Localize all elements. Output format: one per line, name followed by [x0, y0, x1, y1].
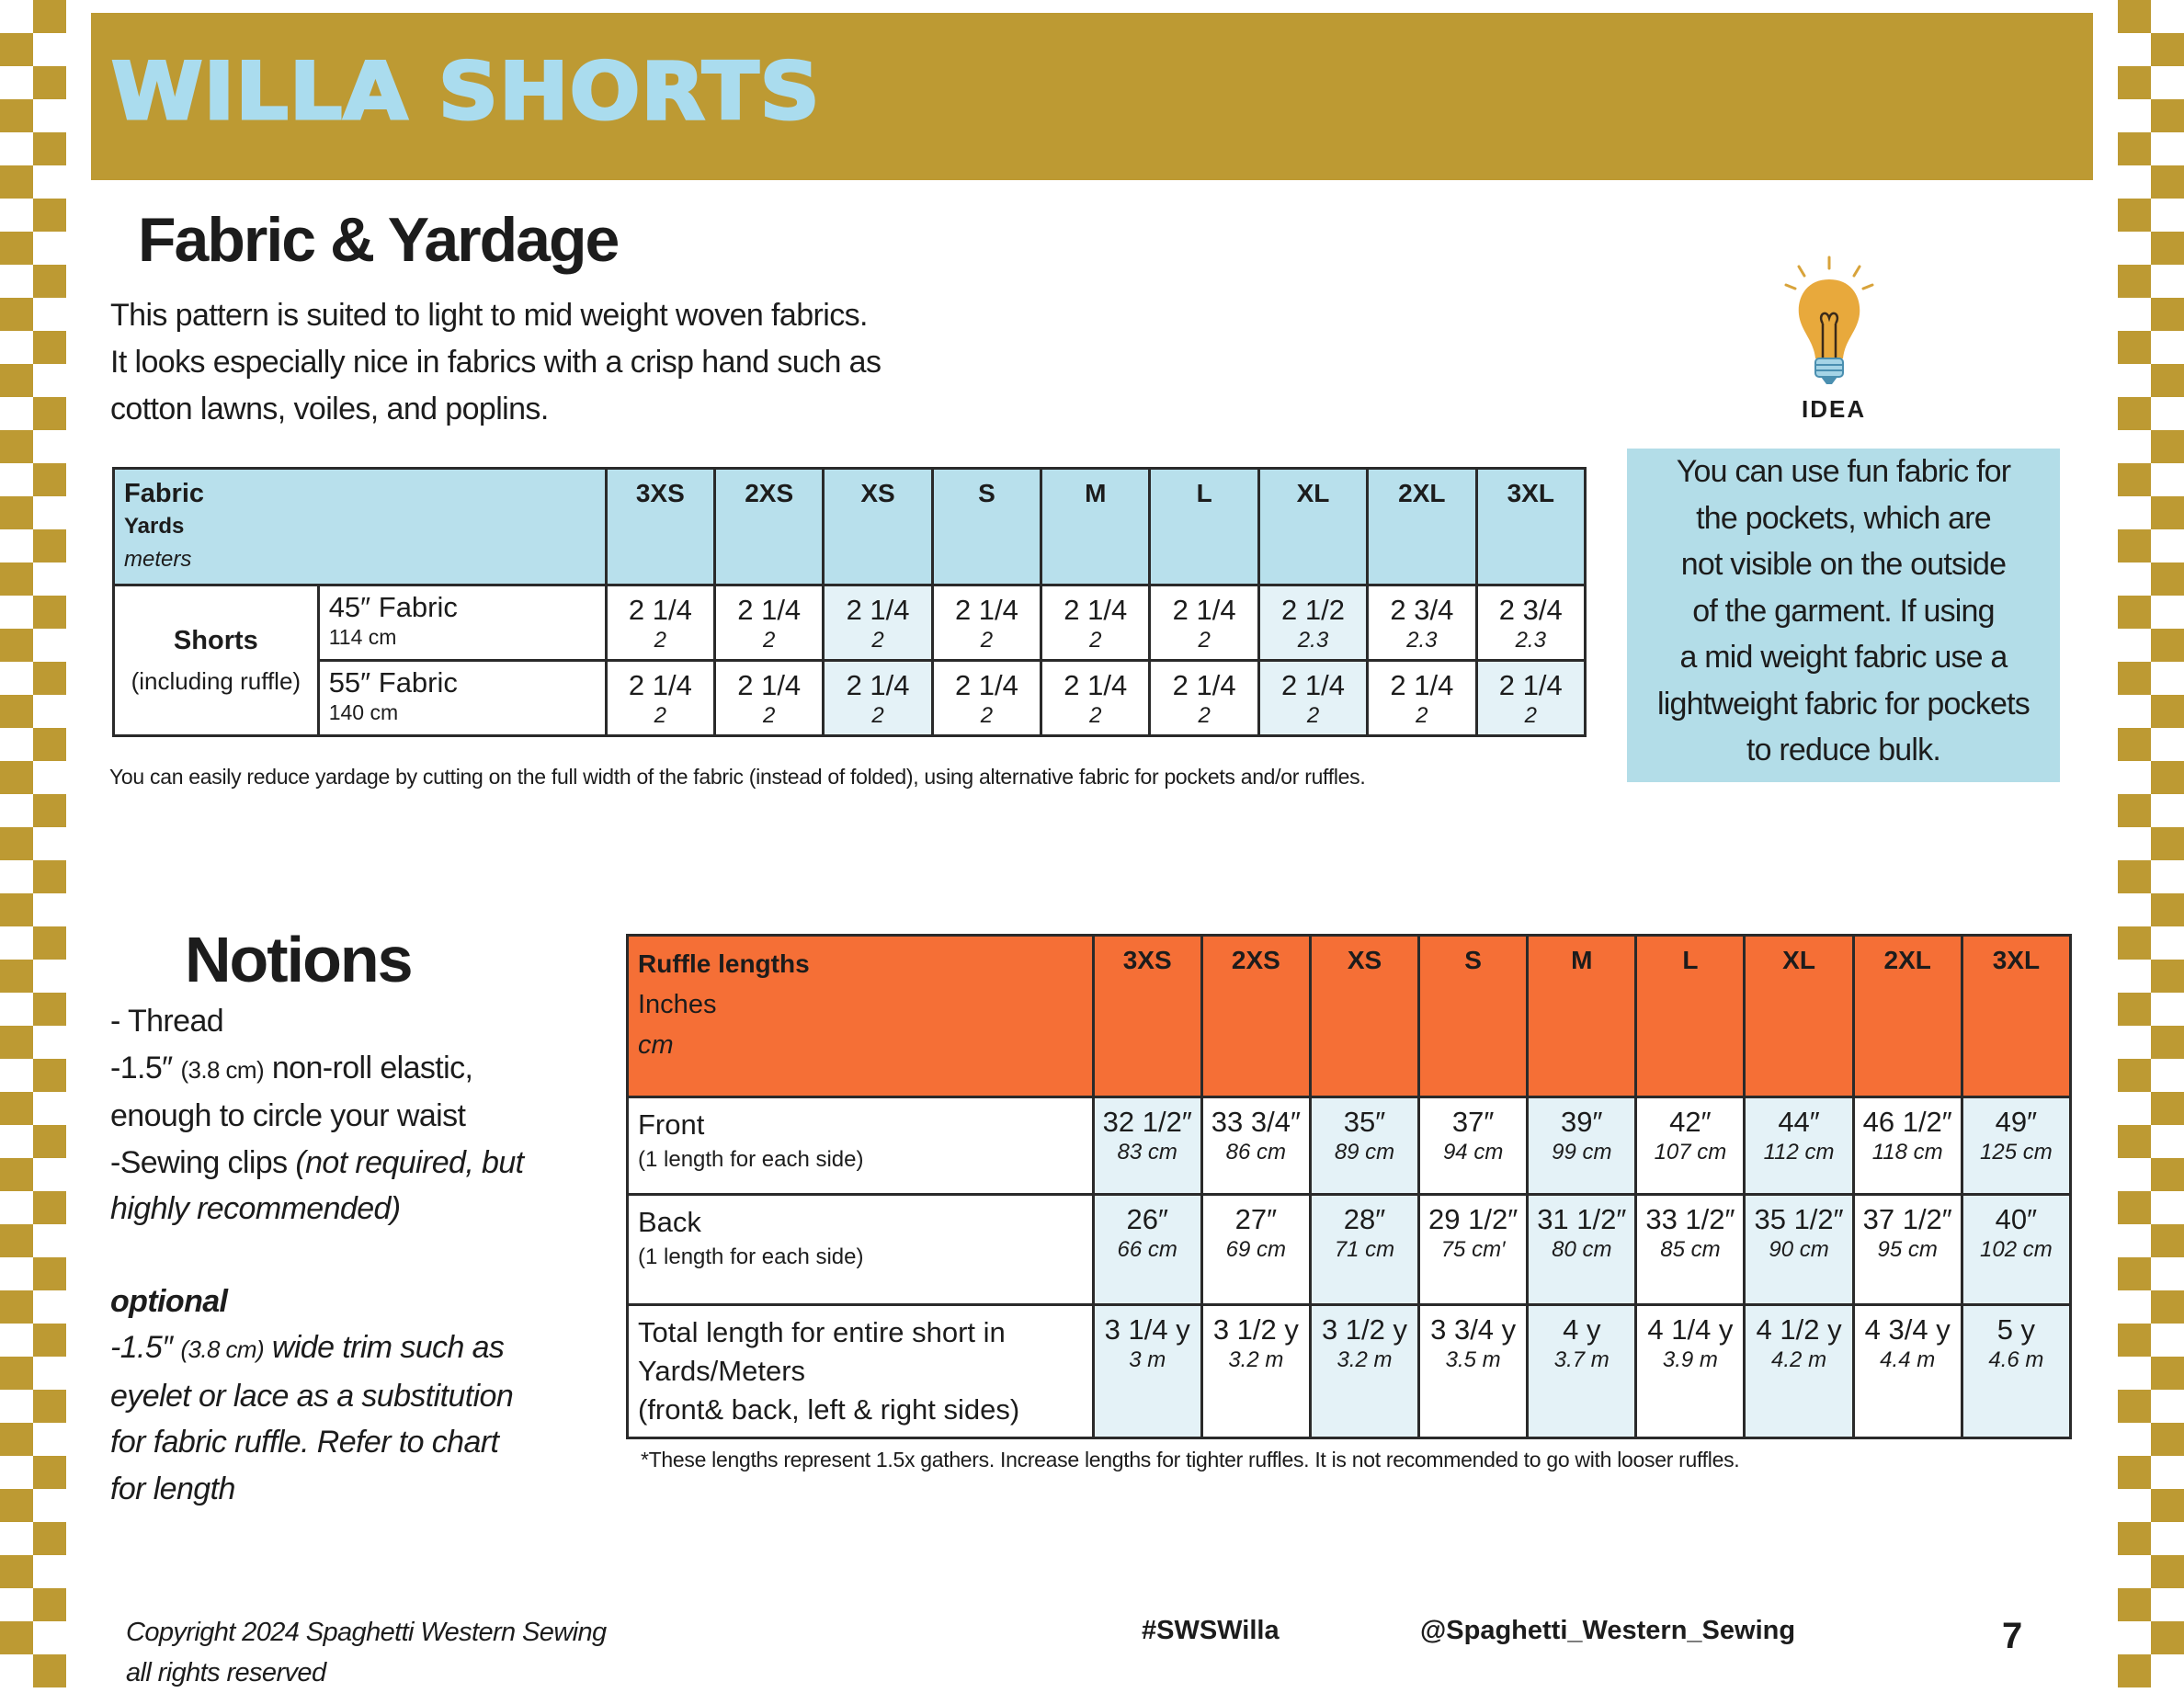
value-secondary: 2.3 [1297, 628, 1329, 653]
size-header-2xl: 2XL [1368, 469, 1476, 585]
intro-line: It looks especially nice in fabrics with a crisp hand such as [110, 345, 882, 380]
notion-thread: - Thread [110, 1004, 224, 1039]
value-primary: 3 1/4 y [1104, 1313, 1190, 1346]
value-primary: 5 y [1996, 1313, 2036, 1346]
value-primary: 4 1/2 y [1756, 1313, 1842, 1346]
value-secondary: 86 cm [1225, 1140, 1287, 1165]
value-primary: 46 1/2″ [1862, 1106, 1952, 1138]
value-secondary: 83 cm [1117, 1140, 1177, 1165]
value-cell [1528, 1097, 1636, 1195]
size-header-2xs: 2XS [1201, 936, 1310, 1097]
value-secondary: 118 cm [1871, 1140, 1943, 1165]
value-cell [1310, 1195, 1418, 1305]
copyright [126, 1612, 607, 1693]
intro-line: cotton lawns, voiles, and poplins. [110, 392, 549, 426]
ruffle-row-front [628, 1097, 2071, 1195]
value-cell [1201, 1305, 1310, 1438]
size-header-l: L [1636, 936, 1745, 1097]
size-header-xs: XS [1310, 936, 1418, 1097]
trim-desc: wide trim such as [264, 1330, 505, 1365]
size-header-2xs: 2XS [715, 469, 824, 585]
value-cell [1636, 1195, 1745, 1305]
size-header-2xl: 2XL [1853, 936, 1962, 1097]
value-cell [824, 585, 932, 661]
tip-line: not visible on the outside [1680, 547, 2007, 582]
value-primary: 37 1/2″ [1862, 1203, 1952, 1235]
value-cell [824, 661, 932, 736]
spacer [110, 1233, 524, 1278]
value-cell [1419, 1195, 1528, 1305]
value-primary: 2 1/2 [1281, 594, 1345, 626]
fabric-row-55 [114, 661, 1586, 736]
value-primary: 33 1/2″ [1645, 1203, 1735, 1235]
fabric-width: 55″ Fabric [328, 666, 458, 699]
rights-line: all rights reserved [126, 1658, 326, 1687]
size-header-3xs: 3XS [606, 469, 714, 585]
fabric-width: 45″ Fabric [328, 591, 458, 623]
notion-clips [110, 1140, 524, 1187]
value-secondary: 2 [980, 703, 994, 728]
value-cell [606, 585, 714, 661]
value-cell [1310, 1305, 1418, 1438]
value-primary: 33 3/4″ [1211, 1106, 1301, 1138]
value-cell [1528, 1195, 1636, 1305]
size-header-s: S [1419, 936, 1528, 1097]
value-cell [932, 585, 1041, 661]
value-secondary: 2 [1198, 628, 1211, 653]
value-secondary: 66 cm [1117, 1237, 1177, 1262]
banner-title: WILLA SHORTS [111, 46, 821, 138]
hashtag: #SWSWilla [1142, 1616, 1280, 1645]
notion-trim-line3: for fabric ruffle. Refer to chart [110, 1425, 499, 1460]
value-primary: 49″ [1995, 1106, 2038, 1138]
fabric-heading: Fabric & Yardage [138, 205, 619, 275]
value-cell [1258, 585, 1367, 661]
value-secondary: 2 [763, 628, 776, 653]
size-header-xs: XS [824, 469, 932, 585]
checker-border-left [0, 0, 66, 1687]
fabric-width-cell [318, 585, 606, 661]
value-secondary: 4.6 m [1988, 1347, 2044, 1372]
value-primary: 2 1/4 [1064, 669, 1128, 701]
notion-elastic [110, 1045, 524, 1094]
value-secondary: 3.2 m [1337, 1347, 1393, 1372]
value-cell [1745, 1195, 1853, 1305]
header-meters: meters [124, 547, 192, 572]
value-primary: 44″ [1778, 1106, 1820, 1138]
value-cell [606, 661, 714, 736]
value-primary: 4 3/4 y [1864, 1313, 1951, 1346]
value-primary: 40″ [1995, 1203, 2038, 1235]
value-cell [1150, 585, 1258, 661]
fabric-row-45 [114, 585, 1586, 661]
value-primary: 3 1/2 y [1212, 1313, 1299, 1346]
value-cell [932, 661, 1041, 736]
pocket-tip-box [1627, 449, 2060, 782]
size-header-3xl: 3XL [1962, 936, 2070, 1097]
value-secondary: 125 cm [1980, 1140, 2053, 1165]
value-primary: 2 1/4 [846, 594, 910, 626]
fabric-width-cm: 114 cm [328, 625, 397, 649]
fabric-table-header [114, 469, 1586, 585]
value-cell [1093, 1097, 1201, 1195]
value-secondary: 2.3 [1515, 628, 1546, 653]
social-handle: @Spaghetti_Western_Sewing [1420, 1616, 1796, 1645]
value-secondary: 2 [980, 628, 994, 653]
value-secondary: 2 [654, 703, 667, 728]
header-cm: cm [638, 1030, 674, 1060]
tip-line: lightweight fabric for pockets [1657, 686, 2030, 722]
idea-label: IDEA [1802, 395, 1867, 423]
checker-border-right [2118, 0, 2184, 1687]
value-primary: 2 1/4 [954, 594, 1018, 626]
value-primary: 2 1/4 [737, 669, 802, 701]
value-cell [1093, 1195, 1201, 1305]
header-fabric: Fabric [124, 479, 205, 508]
value-cell [1041, 585, 1150, 661]
value-cell [1419, 1097, 1528, 1195]
fabric-header-label [114, 469, 607, 585]
size-header-m: M [1041, 469, 1150, 585]
value-secondary: 80 cm [1552, 1237, 1612, 1262]
value-secondary: 3.2 m [1228, 1347, 1284, 1372]
value-cell [1962, 1195, 2070, 1305]
size-header-xl: XL [1258, 469, 1367, 585]
trim-size-cm: (3.8 cm) [180, 1335, 265, 1363]
value-secondary: 85 cm [1660, 1237, 1721, 1262]
value-primary: 2 1/4 [1172, 669, 1236, 701]
row-sub: (1 length for each side) [638, 1147, 864, 1172]
value-primary: 32 1/2″ [1102, 1106, 1192, 1138]
value-secondary: 4.2 m [1771, 1347, 1827, 1372]
page-number: 7 [2002, 1616, 2023, 1656]
value-primary: 42″ [1669, 1106, 1712, 1138]
size-header-l: L [1150, 469, 1258, 585]
value-secondary: 2 [1089, 628, 1102, 653]
row-title: Front [638, 1108, 705, 1141]
tip-line: to reduce bulk. [1746, 733, 1941, 767]
ruffle-lengths-table [626, 934, 2072, 1439]
value-cell [1853, 1195, 1962, 1305]
value-cell [1093, 1305, 1201, 1438]
value-primary: 2 3/4 [1390, 594, 1454, 626]
value-secondary: 4.4 m [1880, 1347, 1936, 1372]
intro-line: This pattern is suited to light to mid weight woven fabrics. [110, 298, 868, 333]
value-secondary: 75 cm′ [1440, 1237, 1506, 1262]
value-cell [1636, 1097, 1745, 1195]
fabric-intro [110, 292, 881, 433]
row-label [628, 1305, 1094, 1438]
value-cell [1962, 1097, 2070, 1195]
value-primary: 31 1/2″ [1537, 1203, 1627, 1235]
value-primary: 39″ [1561, 1106, 1603, 1138]
title-banner [91, 13, 2093, 180]
lightbulb-icon [1779, 250, 1880, 406]
elastic-desc: non-roll elastic, [264, 1050, 473, 1085]
value-cell [1636, 1305, 1745, 1438]
value-cell [1962, 1305, 2070, 1438]
row-sub: (1 length for each side) [638, 1244, 864, 1269]
notion-trim-line4: for length [110, 1471, 235, 1506]
value-cell [1476, 585, 1585, 661]
shorts-label [114, 585, 319, 736]
value-secondary: 94 cm [1442, 1140, 1504, 1165]
value-primary: 35 1/2″ [1754, 1203, 1844, 1235]
header-inches: Inches [638, 990, 717, 1019]
value-primary: 4 1/4 y [1647, 1313, 1734, 1346]
value-cell [1853, 1305, 1962, 1438]
value-cell [1368, 661, 1476, 736]
tip-line: the pockets, which are [1696, 500, 1991, 536]
header-ruffle: Ruffle lengths [638, 949, 810, 978]
elastic-size: -1.5″ [110, 1050, 181, 1085]
value-primary: 2 1/4 [1064, 594, 1128, 626]
size-header-3xl: 3XL [1476, 469, 1585, 585]
value-cell [715, 661, 824, 736]
value-cell [1201, 1195, 1310, 1305]
value-cell [1368, 585, 1476, 661]
notions-list [110, 998, 524, 1512]
value-secondary: 2 [654, 628, 667, 653]
value-cell [1258, 661, 1367, 736]
value-secondary: 3.9 m [1662, 1347, 1718, 1372]
size-header-xl: XL [1745, 936, 1853, 1097]
value-secondary: 3.7 m [1553, 1347, 1610, 1372]
value-primary: 26″ [1126, 1203, 1168, 1235]
size-header-m: M [1528, 936, 1636, 1097]
row-title: Total length for entire short in [638, 1316, 1006, 1348]
ruffle-table-header [628, 936, 2071, 1097]
value-cell [1745, 1097, 1853, 1195]
notion-trim [110, 1324, 524, 1373]
value-secondary: 69 cm [1225, 1237, 1287, 1262]
notion-clips-line2: highly recommended) [110, 1191, 401, 1226]
value-primary: 2 1/4 [954, 669, 1018, 701]
value-secondary: 3 m [1129, 1347, 1166, 1372]
value-primary: 2 1/4 [1281, 669, 1345, 701]
value-primary: 3 1/2 y [1321, 1313, 1408, 1346]
value-primary: 2 1/4 [737, 594, 802, 626]
size-header-s: S [932, 469, 1041, 585]
fabric-width-cm: 140 cm [328, 700, 399, 724]
value-cell [1476, 661, 1585, 736]
fabric-yardage-table [112, 467, 1587, 737]
clips-note: (not required, but [295, 1144, 524, 1180]
yardage-note: You can easily reduce yardage by cutting on the full width of the fabric (instead of folded), using alternative fabric for pockets and/or ruffles. [109, 765, 1366, 789]
value-secondary: 2.3 [1406, 628, 1438, 653]
shorts-title: Shorts [173, 625, 258, 655]
value-cell [715, 585, 824, 661]
row-title-2: Yards/Meters [638, 1355, 806, 1387]
value-cell [1745, 1305, 1853, 1438]
value-cell [1853, 1097, 1962, 1195]
ruffle-row-total [628, 1305, 2071, 1438]
elastic-size-cm: (3.8 cm) [180, 1055, 265, 1084]
value-secondary: 2 [1306, 703, 1320, 728]
value-secondary: 71 cm [1334, 1237, 1395, 1262]
notions-heading: Notions [185, 924, 412, 995]
value-cell [1528, 1305, 1636, 1438]
fabric-width-cell [318, 661, 606, 736]
value-secondary: 2 [871, 628, 884, 653]
ruffle-header-label [628, 936, 1094, 1097]
value-cell [1419, 1305, 1528, 1438]
trim-size: -1.5″ [110, 1330, 181, 1365]
value-primary: 37″ [1451, 1106, 1495, 1138]
clips-label: -Sewing clips [110, 1144, 296, 1180]
value-primary: 4 y [1563, 1313, 1601, 1346]
value-primary: 2 1/4 [1390, 669, 1454, 701]
value-primary: 2 1/4 [1172, 594, 1236, 626]
value-secondary: 2 [1416, 703, 1428, 728]
tip-line: You can use fun fabric for [1676, 454, 2011, 489]
value-cell [1150, 661, 1258, 736]
row-title-3: (front& back, left & right sides) [638, 1393, 1020, 1426]
value-secondary: 3.5 m [1445, 1347, 1501, 1372]
value-secondary: 2 [1524, 703, 1537, 728]
value-primary: 2 1/4 [1498, 669, 1563, 701]
value-secondary: 2 [1198, 703, 1211, 728]
value-secondary: 112 cm [1763, 1140, 1835, 1165]
row-label [628, 1195, 1094, 1305]
header-yards: Yards [124, 514, 185, 539]
optional-label: optional [110, 1283, 228, 1319]
row-title: Back [638, 1206, 701, 1238]
value-secondary: 102 cm [1980, 1237, 2053, 1262]
tip-line: a mid weight fabric use a [1679, 640, 2008, 675]
value-secondary: 95 cm [1877, 1237, 1938, 1262]
value-primary: 3 3/4 y [1430, 1313, 1517, 1346]
size-header-3xs: 3XS [1093, 936, 1201, 1097]
value-primary: 2 1/4 [628, 594, 692, 626]
value-cell [1310, 1097, 1418, 1195]
notion-trim-line2: eyelet or lace as a substitution [110, 1378, 514, 1414]
ruffle-row-back [628, 1195, 2071, 1305]
value-primary: 28″ [1343, 1203, 1386, 1235]
value-cell [1201, 1097, 1310, 1195]
value-primary: 29 1/2″ [1428, 1203, 1519, 1235]
value-cell [1041, 661, 1150, 736]
shorts-sub: (including ruffle) [131, 666, 301, 695]
value-secondary: 2 [871, 703, 884, 728]
value-secondary: 90 cm [1769, 1237, 1829, 1262]
copyright-line: Copyright 2024 Spaghetti Western Sewing [126, 1618, 607, 1647]
value-primary: 2 1/4 [846, 669, 910, 701]
value-primary: 35″ [1343, 1106, 1386, 1138]
value-primary: 2 3/4 [1498, 594, 1563, 626]
row-label [628, 1097, 1094, 1195]
value-primary: 2 1/4 [628, 669, 692, 701]
value-secondary: 2 [763, 703, 776, 728]
value-secondary: 89 cm [1334, 1140, 1395, 1165]
notion-elastic-line2: enough to circle your waist [110, 1098, 466, 1133]
value-primary: 27″ [1234, 1203, 1278, 1235]
value-secondary: 107 cm [1654, 1140, 1727, 1165]
tip-line: of the garment. If using [1692, 593, 1995, 629]
value-secondary: 99 cm [1552, 1140, 1612, 1165]
value-secondary: 2 [1089, 703, 1102, 728]
gathers-note: *These lengths represent 1.5x gathers. Increase lengths for tighter ruffles. It is not recommended to go with looser ruffles. [641, 1448, 1740, 1471]
